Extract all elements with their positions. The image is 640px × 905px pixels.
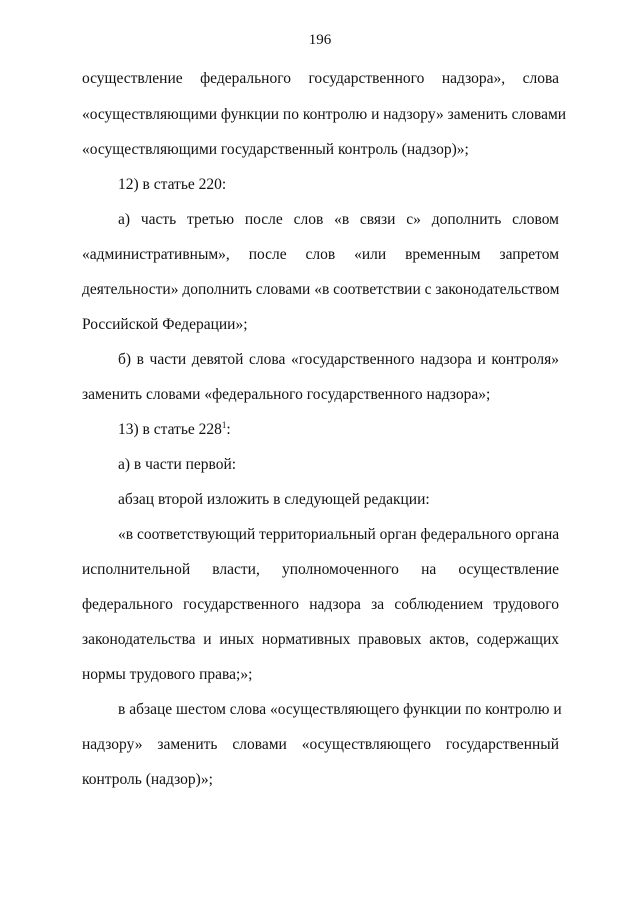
text-line-1: осуществление федерального государственного надзора», слова	[82, 70, 559, 87]
text-line-8: Российской Федерации»;	[82, 316, 248, 333]
text-line-14: «в соответствующий территориальный орган федерального органа	[118, 526, 560, 543]
text-line-2: «осуществляющими функции по контролю и надзору» заменить словами	[82, 106, 567, 123]
text-line-13: абзац второй изложить в следующей редакции:	[118, 491, 430, 508]
text-line-16: федерального государственного надзора за соблюдением трудового	[82, 596, 559, 613]
text-line-18: нормы трудового права;»;	[82, 666, 253, 683]
page-number: 196	[308, 32, 332, 48]
text-line-21: контроль (надзор)»;	[82, 771, 213, 788]
text-line-17: законодательства и иных нормативных правовых актов, содержащих	[82, 631, 559, 648]
text-line-19: в абзаце шестом слова «осуществляющего функции по контролю и	[118, 701, 562, 718]
text-line-20: надзору» заменить словами «осуществляющего государственный	[82, 736, 559, 753]
text-line-9: б) в части девятой слова «государственного надзора и контроля»	[118, 351, 559, 368]
item-13-text: 13) в статье 228	[118, 421, 222, 438]
item-12-heading: 12) в статье 220:	[118, 176, 227, 193]
text-line-10: заменить словами «федерального государственного надзора»;	[82, 386, 491, 403]
text-line-3: «осуществляющими государственный контроль (надзор)»;	[82, 141, 469, 158]
item-13-heading	[118, 421, 559, 439]
text-line-12: а) в части первой:	[118, 456, 237, 473]
text-line-15: исполнительной власти, уполномоченного на осуществление	[82, 561, 559, 578]
text-line-7: деятельности» дополнить словами «в соответствии с законодательством	[82, 281, 560, 298]
text-line-6: «административным», после слов «или временным запретом	[82, 246, 559, 263]
article-superscript: 1	[221, 419, 227, 430]
item-13-colon: :	[226, 421, 231, 438]
text-line-5: а) часть третью после слов «в связи с» дополнить словом	[118, 211, 559, 228]
